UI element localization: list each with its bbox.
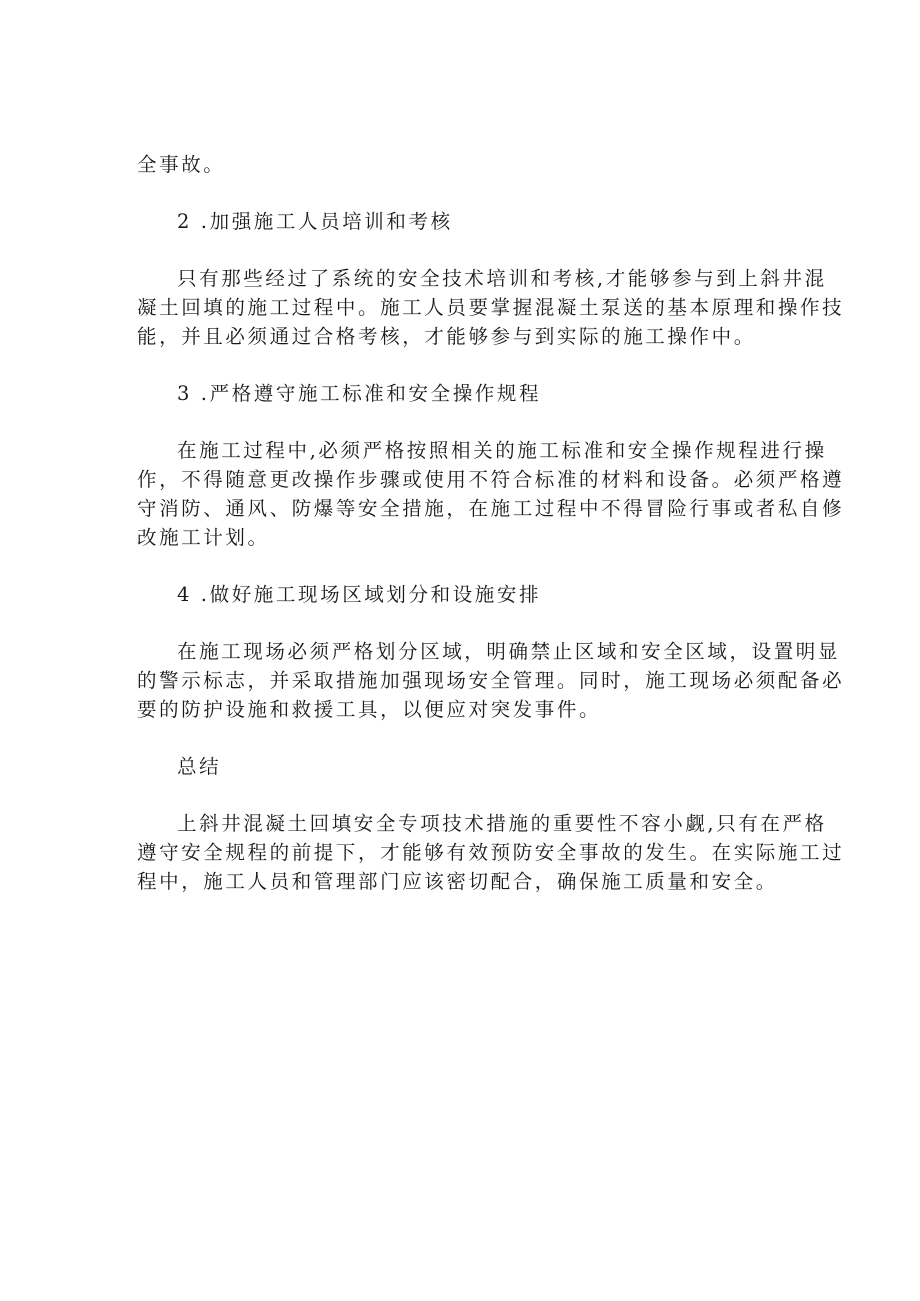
section-heading: 2 .加强施工人员培训和考核: [177, 210, 453, 233]
paragraph-line: 改施工计划。: [137, 526, 270, 549]
section-paragraph: [137, 436, 845, 552]
section-site-zoning: [137, 580, 845, 724]
section-paragraph: [137, 264, 845, 351]
section-standards: [137, 379, 845, 552]
paragraph-line: 遵守安全规程的前提下，才能够有效预防安全事故的发生。在实际施工过: [137, 841, 845, 864]
section-paragraph: [137, 637, 845, 724]
document-page: [137, 150, 845, 896]
paragraph-line: 在施工过程中,必须严格按照相关的施工标准和安全操作规程进行操: [177, 439, 827, 462]
section-heading: 4 .做好施工现场区域划分和设施安排: [177, 583, 542, 606]
paragraph-line: 的警示标志，并采取措施加强现场安全管理。同时，施工现场必须配备必: [137, 669, 845, 692]
paragraph-line: 只有那些经过了系统的安全技术培训和考核,才能够参与到上斜井混: [177, 267, 827, 290]
paragraph-line: 要的防护设施和救援工具，以便应对突发事件。: [137, 698, 602, 721]
paragraph-line: 守消防、通风、防爆等安全措施，在施工过程中不得冒险行事或者私自修: [137, 497, 845, 520]
section-heading: 总结: [177, 755, 222, 778]
paragraph-line: 作，不得随意更改操作步骤或使用不符合标准的材料和设备。必须严格遵: [137, 468, 845, 491]
paragraph-line: 在施工现场必须严格划分区域，明确禁止区域和安全区域，设置明显: [177, 640, 841, 663]
carry-over-line: 全事故。: [137, 153, 226, 176]
paragraph-line: 上斜井混凝土回填安全专项技术措施的重要性不容小觑,只有在严格: [177, 812, 827, 835]
paragraph-line: 程中，施工人员和管理部门应该密切配合，确保施工质量和安全。: [137, 870, 778, 893]
section-paragraph: [137, 809, 845, 896]
paragraph-line: 能，并且必须通过合格考核，才能够参与到实际的施工操作中。: [137, 325, 756, 348]
section-heading: 3 .严格遵守施工标准和安全操作规程: [177, 382, 542, 405]
section-summary: [137, 752, 845, 896]
section-training: [137, 207, 845, 351]
paragraph-line: 凝土回填的施工过程中。施工人员要掌握混凝土泵送的基本原理和操作技: [137, 296, 845, 319]
